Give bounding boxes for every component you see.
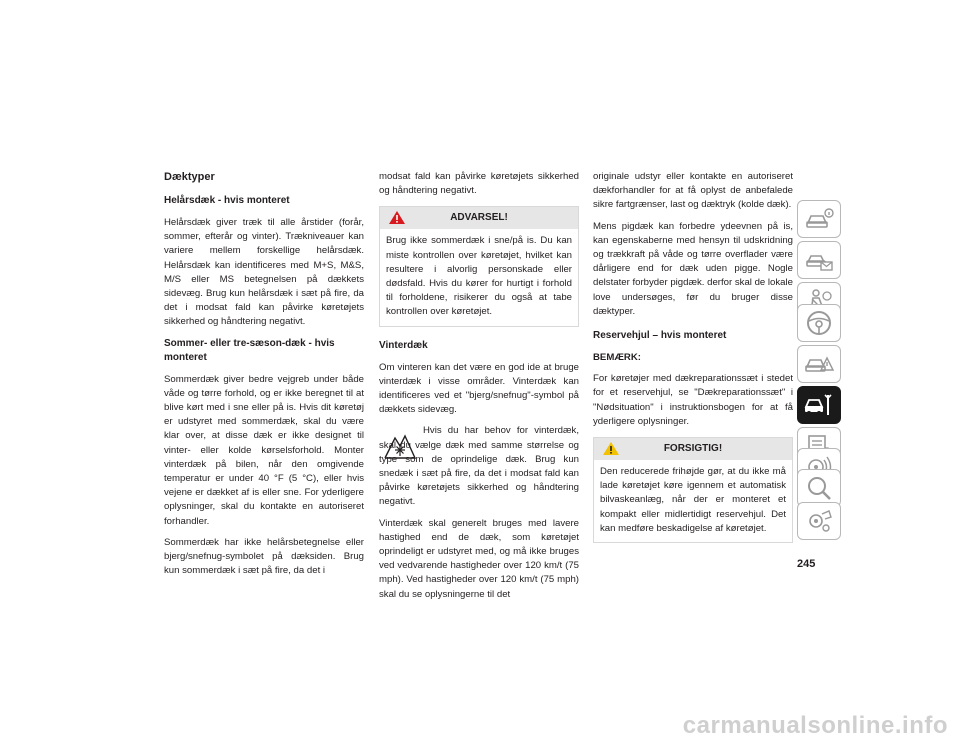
paragraph: Hvis du har behov for vinterdæk, skal du vælge dæk med samme størrelse og type som de oprindelige dæk. Brug kun snedæk i sæt på fire, da det i modsat fald kan påvirke køretøjets sikkerhed og håndtering negativt. xyxy=(379,425,579,508)
caution-box xyxy=(593,437,793,543)
subheading-spare-wheel: Reservehjul – hvis monteret xyxy=(593,330,727,342)
caution-header xyxy=(594,438,792,460)
mountain-snowflake-icon xyxy=(383,428,417,460)
service-tools-icon xyxy=(803,392,835,418)
paragraph: modsat fald kan påvirke køretøjets sikkerhed og håndtering negativt. xyxy=(379,171,579,197)
warning-text: Brug ikke sommerdæk i sne/på is. Du kan miste kontrollen over køretøjet, hvilket kan resultere i alvorlig personskade eller dødsfald. Hvis du kører for hurtigt i forhold til forholdene, risikerer du også at tabe kontrollen over køretøjet. xyxy=(386,235,572,318)
paragraph: Helårsdæk giver træk til alle årstider (forår, sommer, efterår og vinter). Trækniveauer kan variere mellem forskellige helårsdæk. Helårsdæk kan identificeres med M+S, M&S, M/S eller MS betegnelsen på dækkets sidevæg. Brug kun helårsdæk i sæt på fire, da det i modsat fald kan påvirke køretøjets sikkerhed og håndtering negativt. xyxy=(164,217,364,328)
caution-text: Den reducerede frihøjde gør, at du ikke må lade køretøjet køre igennem et automatisk bilvaskeanlæg, når der er monteret et kompakt eller midlertidigt reservehjul. Det kan medføre beskadigelse af køretøjet. xyxy=(600,466,786,534)
caution-title: FORSIGTIG! xyxy=(663,443,723,455)
tab-index[interactable] xyxy=(797,502,841,540)
tab-steering-wheel[interactable] xyxy=(797,304,841,342)
subheading-winter: Vinterdæk xyxy=(379,339,428,351)
paragraph: Vinterdæk skal generelt bruges med lavere hastighed end de dæk, som køretøjet oprindeligt er udstyret med, og må ikke bruges ved vedvarende hastigheder over 120 km/t (75 mph). Ved hastigheder over 120 km/t (75 mph) skal du se oplysningerne til det xyxy=(379,517,579,600)
subheading-all-season: Helårsdæk - hvis monteret xyxy=(164,195,290,206)
tab-messages[interactable] xyxy=(797,241,841,279)
warning-title: ADVARSEL! xyxy=(450,212,508,224)
paragraph: Sommerdæk har ikke helårsbetegnelse eller bjerg/snefnug-symbolet på dæksiden. Brug kun sommerdæk i sæt på fire, da det i xyxy=(164,536,364,577)
column-2 xyxy=(379,170,579,609)
paragraph: originale udstyr eller kontakte en autoriseret dækforhandler for at få oplyst de anbefalede sikre fartgrænser, last og dæktryk (kolde dæk). xyxy=(593,171,793,211)
emergency-icon xyxy=(804,352,834,376)
paragraph: Mens pigdæk kan forbedre ydeevnen på is, kan egenskaberne med hensyn til udskridning og trækkraft på våde og tørre overflader være dårligere end for dæk uden pigge. Nogle delstater forbyder pigdæk. derfor skal de lokale love undersøges, før du bruger disse dæktyper. xyxy=(593,220,793,317)
warning-triangle-icon xyxy=(388,210,406,225)
watermark: carmanualsonline.info xyxy=(682,712,948,739)
paragraph: Sommerdæk giver bedre vejgreb under både våde og tørre forhold, og er ikke beregnet til at blive kørt med i sne eller på is. Hvis dit køretøj er udstyret med sommerdæk, skal du være klar over, at disse dæk er ikke designet til vinter- eller kolde kørselsforhold. Monter vinterdæk på bilen, når den omgivende temperatur er under 40 °F (5 °C), eller hvis vejene er dækket af is eller sne. For yderligere oplysninger, skal du kontakte en autoriseret forhandler. xyxy=(164,373,364,527)
index-icon xyxy=(804,507,834,535)
note-text: For køretøjer med dækreparationssæt i stedet for et reservehjul, se "Dækreparationssæt" i "Nødsituation" i instruktionsbogen for at få yderligere oplysninger. xyxy=(593,373,793,427)
car-info-icon xyxy=(804,207,834,231)
note-label: BEMÆRK: xyxy=(593,352,641,364)
tab-emergency[interactable] xyxy=(797,345,841,383)
section-heading-tire-types: Dæktyper xyxy=(164,171,215,183)
page-number: 245 xyxy=(797,558,816,570)
warning-header xyxy=(380,207,578,229)
tab-service-maintenance[interactable] xyxy=(797,386,841,424)
column-3 xyxy=(593,170,793,555)
warning-box xyxy=(379,206,579,326)
paragraph: Om vinteren kan det være en god ide at bruge vinterdæk i visse områder. Vinterdæk kan identificeres ved et "bjerg/snefnug"-symbol på dækkets sidevæg. xyxy=(379,361,579,416)
messages-icon xyxy=(804,248,834,272)
subheading-summer: Sommer- eller tre-sæson-dæk - hvis monteret xyxy=(164,337,335,363)
caution-triangle-icon xyxy=(602,441,620,456)
tab-car-info[interactable] xyxy=(797,200,841,238)
snowflake-paragraph xyxy=(379,424,579,509)
steering-wheel-icon xyxy=(804,309,834,337)
column-1 xyxy=(164,170,364,585)
search-icon xyxy=(804,474,834,502)
